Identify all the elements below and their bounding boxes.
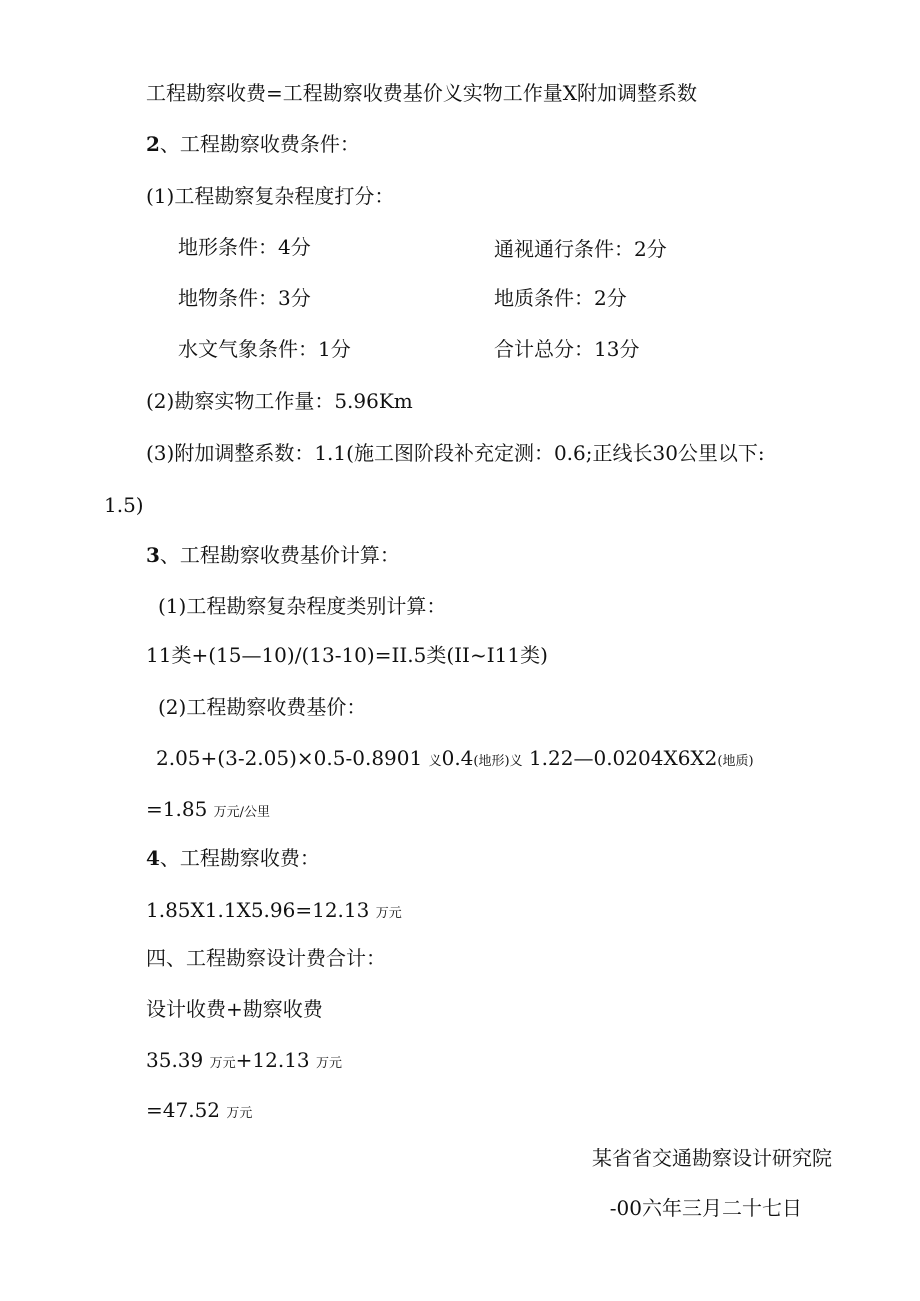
base-calc <box>156 745 754 775</box>
section-iv-desc: 设计收费+勘察收费 <box>146 997 323 1021</box>
survey-fee-addend-unit: 万元 <box>316 1056 343 1071</box>
section-iv-sum <box>146 1047 342 1077</box>
section-4-title: 、工程勘察收费： <box>159 846 320 870</box>
adjust-line-1: (3)附加调整系数：1.1(施工图阶段补充定测：0.6;正线长30公里以下: <box>146 441 765 465</box>
section-iv-result <box>146 1097 252 1127</box>
section-3-number: 3 <box>146 543 160 567</box>
section-4-number: 4 <box>146 846 160 870</box>
base-title: (2)工程勘察收费基价： <box>158 695 367 719</box>
adjust-line-2: 1.5) <box>104 493 144 517</box>
section-2-number: 2 <box>146 132 160 156</box>
workload-line: (2)勘察实物工作量：5.96Km <box>146 389 413 413</box>
survey-fee-calc <box>146 897 402 927</box>
signature-org: 某省省交通勘察设计研究院 <box>592 1146 832 1170</box>
design-fee-unit: 万元 <box>209 1056 236 1071</box>
class-title: (1)工程勘察复杂程度类别计算： <box>158 594 447 618</box>
times-glyph-2: 义 <box>509 754 523 769</box>
score-geology: 地质条件：2分 <box>494 286 627 310</box>
geology-note: (地质) <box>717 754 754 769</box>
total-fee-unit: 万元 <box>226 1106 253 1121</box>
base-result-value: =1.85 <box>146 797 208 821</box>
base-calc-part-3: 1.22—0.0204X6X2 <box>528 746 718 770</box>
base-result-unit: 万元/公里 <box>213 805 271 820</box>
score-visibility: 通视通行条件：2分 <box>494 237 667 261</box>
section-iv-title: 四、工程勘察设计费合计： <box>146 946 386 970</box>
signature-date: -00六年三月二十七日 <box>609 1196 802 1220</box>
base-calc-part-2: 0.4 <box>441 746 474 770</box>
score-objects: 地物条件：3分 <box>178 286 311 310</box>
base-result <box>146 796 270 826</box>
times-glyph-1: 义 <box>428 754 442 769</box>
section-3-heading <box>146 542 400 568</box>
total-fee-value: =47.52 <box>146 1098 221 1122</box>
terrain-note: (地形) <box>473 754 510 769</box>
base-calc-part-1: 2.05+(3-2.05)×0.5-0.8901 <box>156 746 423 770</box>
survey-fee-addend: +12.13 <box>235 1048 310 1072</box>
section-4-heading <box>146 845 320 871</box>
survey-fee-value: 1.85X1.1X5.96=12.13 <box>146 898 370 922</box>
score-total: 合计总分：13分 <box>494 337 640 361</box>
survey-fee-unit: 万元 <box>375 906 402 921</box>
score-hydro: 水文气象条件：1分 <box>178 337 351 361</box>
design-fee-value: 35.39 <box>146 1048 204 1072</box>
section-3-title: 、工程勘察收费基价计算： <box>159 543 400 567</box>
formula-line: 工程勘察收费=工程勘察收费基价义实物工作量X附加调整系数 <box>146 81 697 105</box>
section-2-title: 、工程勘察收费条件： <box>159 132 360 156</box>
score-terrain: 地形条件：4分 <box>178 235 311 259</box>
complexity-title: (1)工程勘察复杂程度打分： <box>146 184 395 208</box>
section-2-heading <box>146 131 360 157</box>
class-calc: 11类+(15—10)/(13-10)=II.5类(II~I11类) <box>146 643 548 667</box>
